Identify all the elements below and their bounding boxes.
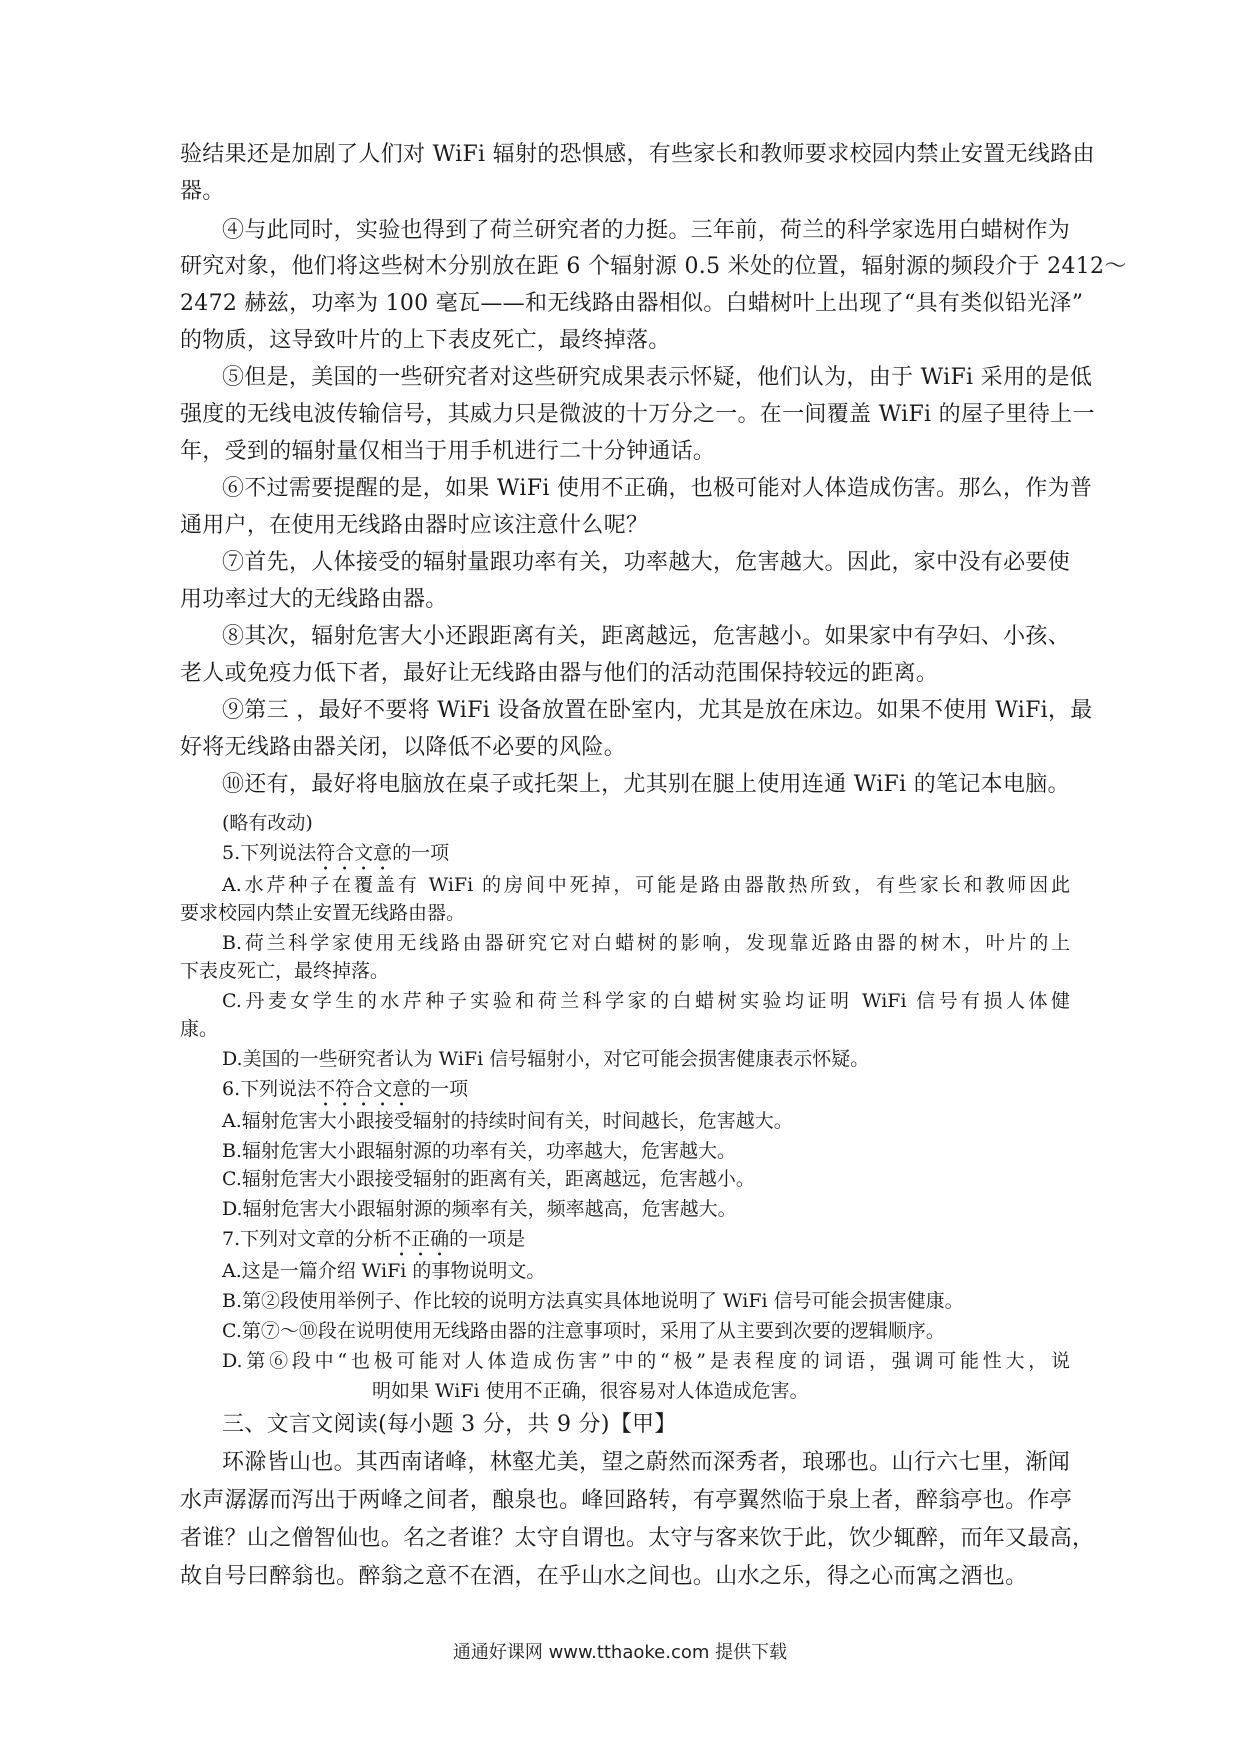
- question-7-emphasis: 不正确: [392, 1228, 450, 1250]
- classical-text-line: 环滁皆山也。其西南诸峰，林壑尤美，望之蔚然而深秀者，琅琊也。山行六七里，渐闻: [222, 1450, 1070, 1475]
- classical-text-line: 者谁？山之僧智仙也。名之者谁？太守自谓也。太守与客来饮于此，饮少辄醉，而年又最高，: [180, 1526, 1095, 1551]
- text-line: 康。: [180, 1018, 219, 1040]
- option-7c: C.第⑦～⑩段在说明使用无线路由器的注意事项时，采用了从主要到次要的逻辑顺序。: [222, 1320, 945, 1342]
- text-line: 老人或免疫力低下者，最好让无线路由器与他们的活动范围保持较远的距离。: [180, 661, 939, 686]
- option-6b: B.辐射危害大小跟辐射源的功率有关，功率越大，危害越大。: [222, 1140, 737, 1162]
- text-line: 年，受到的辐射量仅相当于用手机进行二十分钟通话。: [180, 439, 716, 464]
- text-line: 好将无线路由器关闭，以降低不必要的风险。: [180, 735, 627, 760]
- question-7: [180, 1226, 1112, 1261]
- question-6: [180, 1076, 1112, 1111]
- text-line: 用功率过大的无线路由器。: [180, 587, 448, 612]
- paragraph-5: ⑤但是，美国的一些研究者对这些研究成果表示怀疑，他们认为，由于 WiFi 采用的是低: [222, 365, 1093, 390]
- question-6-prefix: 6.下列说法: [222, 1078, 317, 1100]
- source-note: (略有改动): [222, 812, 313, 834]
- option-6d: D.辐射危害大小跟辐射源的频率有关，频率越高，危害越大。: [222, 1198, 737, 1220]
- text-line: 验结果还是加剧了人们对 WiFi 辐射的恐惧感，有些家长和教师要求校园内禁止安置无线路由: [180, 142, 1095, 167]
- text-line: 下表皮死亡，最终掉落。: [180, 960, 390, 982]
- page-footer: 通通好课网 www.tthaoke.com 提供下载: [452, 1642, 788, 1663]
- text-line: 强度的无线电波传输信号，其威力只是微波的十万分之一。在一间覆盖 WiFi 的屋子里待上一: [180, 402, 1095, 427]
- text-line: 器。: [180, 179, 225, 204]
- option-7a: A.这是一篇介绍 WiFi 的事物说明文。: [222, 1260, 546, 1282]
- question-7-suffix: 的一项是: [449, 1228, 526, 1250]
- paragraph-9: ⑨第三 ，最好不要将 WiFi 设备放置在卧室内，尤其是放在床边。如果不使用 WiFi，最: [222, 698, 1093, 723]
- option-6c: C.辐射危害大小跟接受辐射的距离有关，距离越远，危害越小。: [222, 1168, 755, 1190]
- classical-text-line: 水声潺潺而泻出于两峰之间者，酿泉也。峰回路转，有亭翼然临于泉上者，醉翁亭也。作亭: [180, 1488, 1073, 1513]
- option-5c: C.丹麦女学生的水芹种子实验和荷兰科学家的白蜡树实验均证明 WiFi 信号有损人体健: [222, 990, 1070, 1012]
- option-5d: D.美国的一些研究者认为 WiFi 信号辐射小，对它可能会损害健康表示怀疑。: [222, 1048, 870, 1070]
- classical-text-line: 故自号曰醉翁也。醉翁之意不在酒，在乎山水之间也。山水之乐，得之心而寓之酒也。: [180, 1564, 1028, 1589]
- text-line: 要求校园内禁止安置无线路由器。: [180, 902, 466, 924]
- text-line: 通用户，在使用无线路由器时应该注意什么呢？: [180, 513, 649, 538]
- text-line: 的物质，这导致叶片的上下表皮死亡，最终掉落。: [180, 328, 671, 353]
- text-line: 研究对象，他们将这些树木分别放在距 6 个辐射源 0.5 米处的位置，辐射源的频段介于 2412～: [180, 254, 1127, 279]
- section-heading: 三、文言文阅读(每小题 3 分，共 9 分)【甲】: [222, 1412, 677, 1437]
- text-line: 2472 赫兹，功率为 100 毫瓦——和无线路由器相似。白蜡树叶上出现了“具有类似铅光泽”: [180, 291, 1084, 316]
- question-5-prefix: 5.下列说法: [222, 842, 317, 864]
- option-5a: A.水芹种子在覆盖有 WiFi 的房间中死掉，可能是路由器散热所致，有些家长和教师因此: [222, 874, 1070, 896]
- paragraph-8: ⑧其次，辐射危害大小还跟距离有关，距离越远，危害越小。如果家中有孕妇、小孩、: [222, 624, 1070, 649]
- option-5b: B.荷兰科学家使用无线路由器研究它对白蜡树的影响，发现靠近路由器的树木，叶片的上: [222, 932, 1070, 954]
- paragraph-6: ⑥不过需要提醒的是，如果 WiFi 使用不正确，也极可能对人体造成伤害。那么，作为普: [222, 476, 1093, 501]
- paragraph-4: ④与此同时，实验也得到了荷兰研究者的力挺。三年前，荷兰的科学家选用白蜡树作为: [222, 218, 1070, 243]
- option-7d: D.第⑥段中“也极可能对人体造成伤害”中的“极”是表程度的词语，强调可能性大，说: [222, 1350, 1070, 1372]
- paragraph-10: ⑩还有，最好将电脑放在桌子或托架上，尤其别在腿上使用连通 WiFi 的笔记本电脑。: [222, 772, 1070, 797]
- question-5-suffix: 的一项: [392, 842, 450, 864]
- question-7-prefix: 7.下列对文章的分析: [222, 1228, 393, 1250]
- option-6a: A.辐射危害大小跟接受辐射的持续时间有关，时间越长，危害越大。: [222, 1110, 793, 1132]
- question-6-emphasis: 不符合文意: [316, 1078, 412, 1100]
- text-line: 明如果 WiFi 使用不正确，很容易对人体造成危害。: [372, 1380, 809, 1402]
- question-6-suffix: 的一项: [411, 1078, 469, 1100]
- question-5-emphasis: 符合文意: [316, 842, 393, 864]
- question-5: [180, 840, 1112, 875]
- option-7b: B.第②段使用举例子、作比较的说明方法真实具体地说明了 WiFi 信号可能会损害健康。: [222, 1290, 964, 1312]
- paragraph-7: ⑦首先，人体接受的辐射量跟功率有关，功率越大，危害越大。因此，家中没有必要使: [222, 550, 1070, 575]
